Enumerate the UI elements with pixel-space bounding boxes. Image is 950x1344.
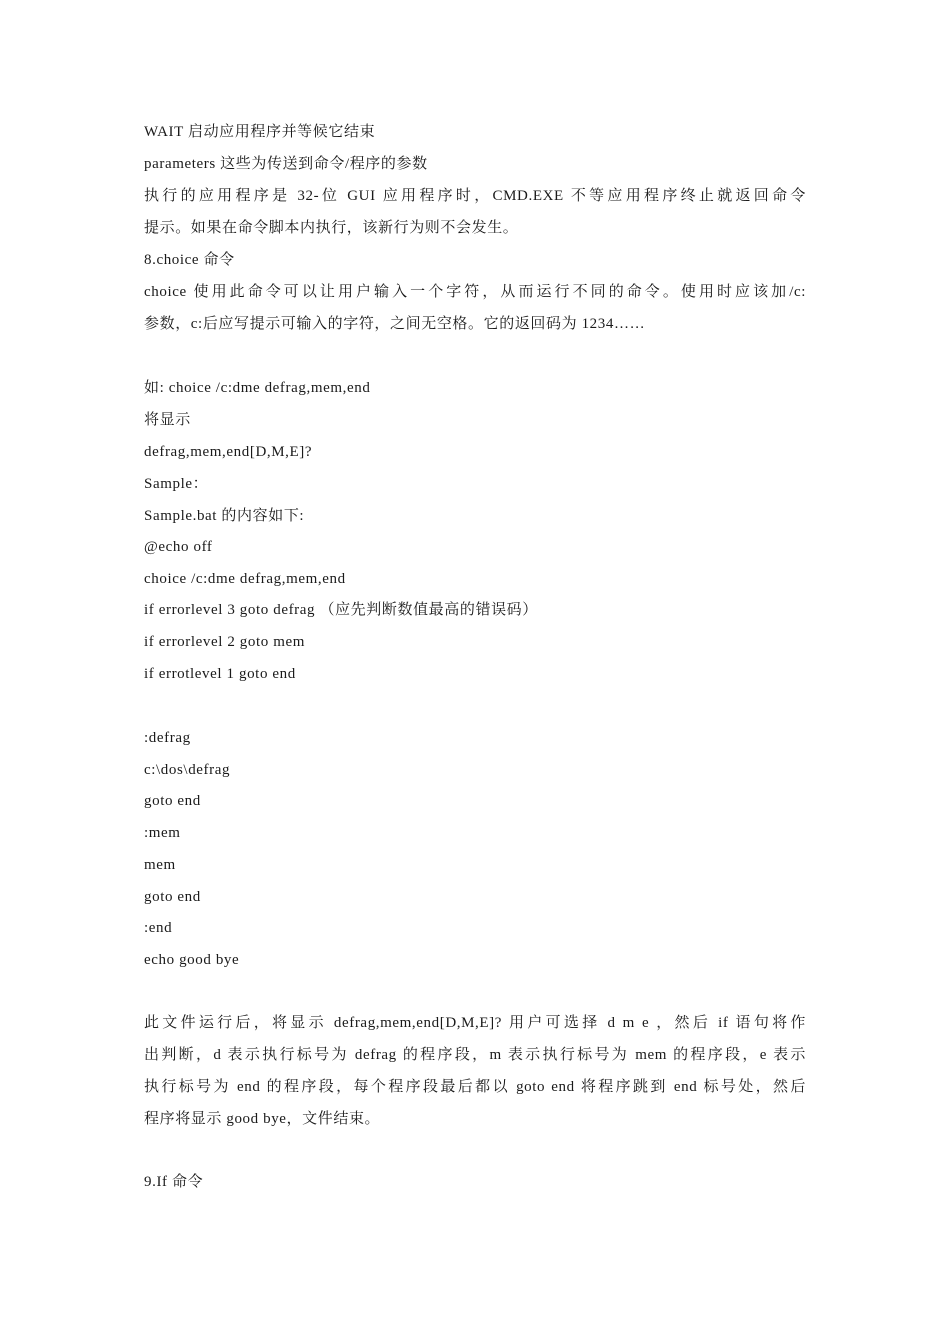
section-heading-if: 9.If 命令 xyxy=(144,1174,204,1190)
text-line-explanation: 执行标号为 end 的程序段，每个程序段最后都以 goto end 将程序跳到 end 标号处，然后 xyxy=(144,1079,806,1095)
text-line-choice-desc: choice 使用此命令可以让用户输入一个字符，从而运行不同的命令。使用时应该加/c: xyxy=(144,284,806,300)
code-line: choice /c:dme defrag,mem,end xyxy=(144,571,346,587)
code-line: if errorlevel 3 goto defrag （应先判断数值最高的错误码） xyxy=(144,602,538,618)
code-line: :mem xyxy=(144,825,181,841)
text-line-parameters: parameters 这些为传送到命令/程序的参数 xyxy=(144,156,428,172)
code-line: @echo off xyxy=(144,539,213,555)
text-line-sample-bat: Sample.bat 的内容如下: xyxy=(144,508,305,524)
code-line: echo good bye xyxy=(144,952,240,968)
code-line: c:\dos\defrag xyxy=(144,762,231,778)
text-line-sample: Sample： xyxy=(144,476,209,492)
text-line-will-show: 将显示 xyxy=(144,412,191,428)
code-line: :end xyxy=(144,920,173,936)
text-line-example: 如: choice /c:dme defrag,mem,end xyxy=(144,380,371,396)
text-line-wait: WAIT 启动应用程序并等候它结束 xyxy=(144,124,376,140)
text-line-explanation: 此文件运行后，将显示 defrag,mem,end[D,M,E]? 用户可选择 d m e ，然后 if 语句将作 xyxy=(144,1015,806,1031)
code-line: if errotlevel 1 goto end xyxy=(144,666,296,682)
text-line-explanation: 程序将显示 good bye，文件结束。 xyxy=(144,1111,381,1127)
text-line-explanation: 出判断，d 表示执行标号为 defrag 的程序段，m 表示执行标号为 mem 的程序段，e 表示 xyxy=(144,1047,806,1063)
text-line-gui-app: 执行的应用程序是 32-位 GUI 应用程序时，CMD.EXE 不等应用程序终止就返回命令 xyxy=(144,188,806,204)
text-line-prompt-output: defrag,mem,end[D,M,E]? xyxy=(144,444,313,460)
text-line-choice-params: 参数，c:后应写提示可输入的字符，之间无空格。它的返回码为 1234…… xyxy=(144,316,646,332)
text-line-prompt-note: 提示。如果在命令脚本内执行，该新行为则不会发生。 xyxy=(144,220,519,236)
code-line: mem xyxy=(144,857,176,873)
code-line: goto end xyxy=(144,793,201,809)
code-line: if errorlevel 2 goto mem xyxy=(144,634,306,650)
section-heading-choice: 8.choice 命令 xyxy=(144,252,235,268)
code-line: goto end xyxy=(144,889,201,905)
code-line: :defrag xyxy=(144,730,191,746)
